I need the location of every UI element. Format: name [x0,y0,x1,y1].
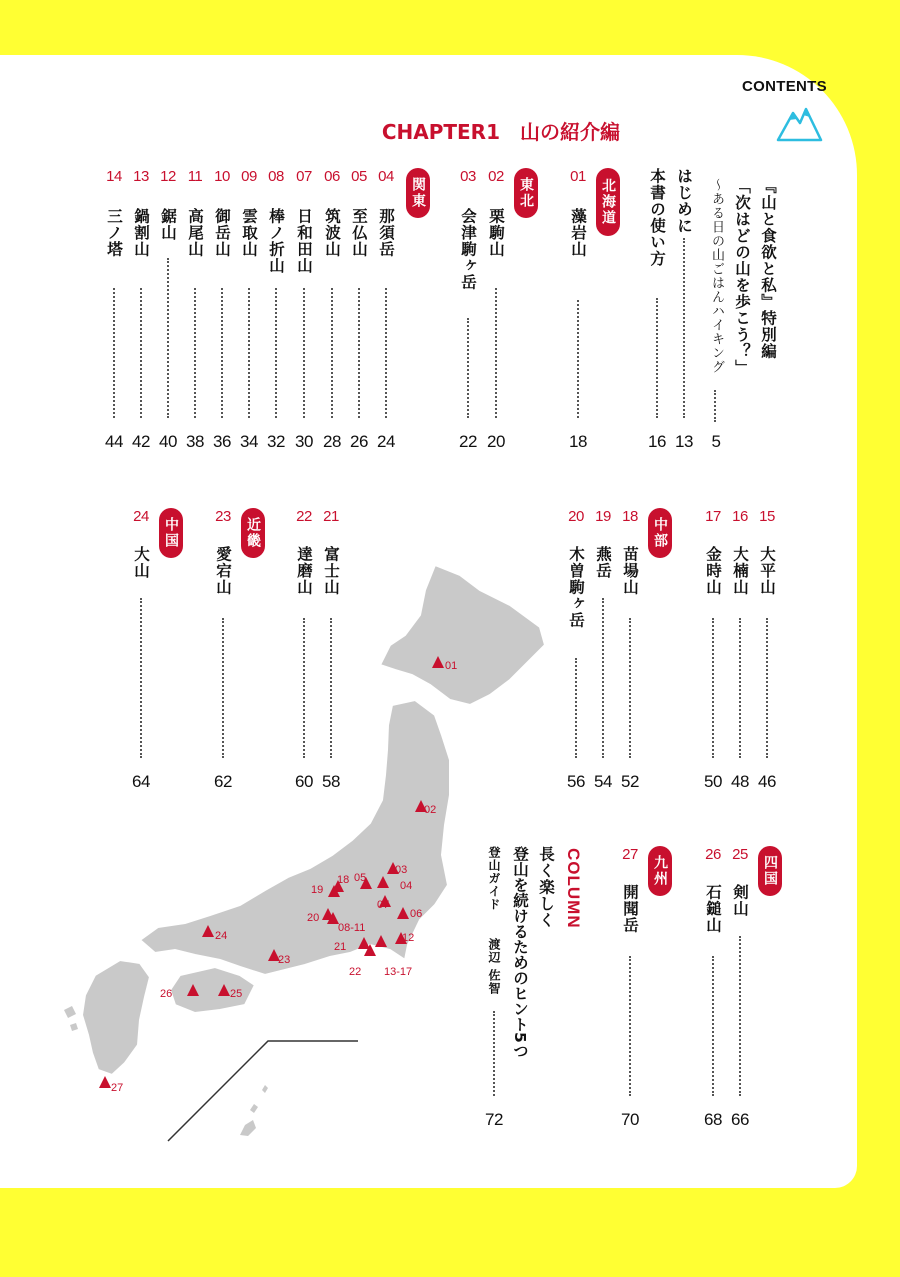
map-label: 01 [445,660,458,672]
entry-number: 19 [595,508,611,525]
region-badge-kinki: 近畿 [241,508,265,558]
entry-page: 68 [704,1110,722,1129]
entry-page: 42 [132,432,150,451]
column-title-line2: 登山を続けるためのヒント5つ [511,846,529,1059]
column-label: COLUMN [564,848,583,929]
entry-page: 56 [567,772,585,791]
leader-dots [275,288,277,418]
entry-title: 日和田山 [295,208,313,274]
region-badge-kanto: 関東 [406,168,430,218]
entry-page: 70 [621,1110,639,1129]
leader-dots [248,288,250,418]
entry-page: 46 [758,772,776,791]
entry-title: はじめに [675,168,693,234]
entry-number: 17 [705,508,721,525]
leader-dots [739,936,741,1096]
leader-dots [194,288,196,418]
entry-page: 30 [295,432,313,451]
map-label: 21 [334,941,347,953]
leader-dots [712,956,714,1096]
entry-page: 66 [731,1110,749,1129]
leader-dots [221,288,223,418]
entry-page: 26 [350,432,368,451]
entry-title: 高尾山 [186,208,204,258]
leader-dots [656,298,658,418]
entry-page: 54 [594,772,612,791]
entry-title: 達磨山 [295,546,313,596]
entry-title: 棒ノ折山 [267,208,285,274]
leader-dots [358,288,360,418]
entry-title: 至仏山 [350,208,368,258]
entry-title: 富士山 [322,546,340,596]
map-label: 27 [111,1082,124,1094]
leader-dots [331,288,333,418]
leader-dots [303,288,305,418]
entry-page: 50 [704,772,722,791]
entry-page: 60 [295,772,313,791]
entry-page: 62 [214,772,232,791]
entry-title: 燕岳 [594,546,612,579]
entry-title: 苗場山 [621,546,639,596]
entry-number: 22 [296,508,312,525]
region-badge-tohoku: 東北 [514,168,538,218]
map-label: 02 [424,804,437,816]
map-label: 05 [354,872,367,884]
entry-title: 三ノ塔 [105,208,123,258]
entry-number: 23 [215,508,231,525]
entry-page: 36 [213,432,231,451]
region-badge-chugoku: 中国 [159,508,183,558]
entry-page: 34 [240,432,258,451]
entry-number: 05 [351,168,367,185]
entry-number: 10 [214,168,230,185]
entry-number: 16 [732,508,748,525]
contents-label: CONTENTS [742,78,827,95]
entry-number: 27 [622,846,638,863]
entry-page: 22 [459,432,477,451]
entry-title: 開聞岳 [621,884,639,934]
leader-dots [714,390,716,422]
column-title-line1: 長く楽しく [537,846,555,929]
entry-number: 14 [106,168,122,185]
leader-dots [683,238,685,418]
entry-subtitle: 〜ある日の山ごはんハイキング [709,178,724,374]
kyushu-shape [82,960,150,1075]
column-author-role: 登山ガイド [487,846,501,911]
hokkaido-shape [380,565,545,705]
leader-dots [577,300,579,418]
entry-number: 13 [133,168,149,185]
leader-dots [712,618,714,758]
region-badge-shikoku: 四国 [758,846,782,896]
entry-title: 『山と食欲と私』特別編 [759,178,777,360]
map-label: 18 [337,874,350,886]
entry-number: 20 [568,508,584,525]
entry-page: 13 [675,432,693,451]
entry-number: 25 [732,846,748,863]
map-label: 24 [215,930,228,942]
map-label: 22 [349,966,362,978]
map-label: 07 [377,899,390,911]
entry-title: 大楠山 [731,546,749,596]
entry-title: 本書の使い方 [648,168,666,267]
region-badge-chubu: 中部 [648,508,672,558]
chapter-title: CHAPTER1 山の紹介編 [381,120,620,144]
entry-number: 03 [460,168,476,185]
entry-title: 大山 [132,546,150,579]
entry-page: 64 [132,772,150,791]
map-label: 04 [400,880,413,892]
column-author: 渡辺 佐智 [487,938,501,996]
map-label: 20 [307,912,320,924]
entry-title: 御岳山 [213,208,231,258]
leader-dots [629,618,631,758]
leader-dots [113,288,115,418]
entry-page: 20 [487,432,505,451]
entry-number: 26 [705,846,721,863]
entry-number: 24 [133,508,149,525]
entry-number: 21 [323,508,339,525]
entry-title: 栗駒山 [487,208,505,258]
entry-title: 鋸山 [159,208,177,241]
entry-title: 那須岳 [377,208,395,258]
leader-dots [167,258,169,418]
leader-dots [629,956,631,1096]
entry-page: 44 [105,432,123,451]
region-badge-kyushu: 九州 [648,846,672,896]
entry-title: 石鎚山 [704,884,722,934]
region-badge-hokkaido: 北海道 [596,168,620,236]
entry-page: 72 [485,1110,503,1129]
entry-page: 38 [186,432,204,451]
entry-page: 16 [648,432,666,451]
entry-number: 11 [187,168,203,185]
leader-dots [766,618,768,758]
entry-number: 07 [296,168,312,185]
entry-title: 金時山 [704,546,722,596]
entry-title: 鍋割山 [132,208,150,258]
mountain-marker-27 [99,1076,111,1088]
entry-number: 04 [378,168,394,185]
japan-map [40,565,560,1165]
entry-page: 18 [569,432,587,451]
entry-number: 18 [622,508,638,525]
map-label: 23 [278,954,291,966]
entry-page: 40 [159,432,177,451]
entry-title: 大平山 [758,546,776,596]
map-label: 03 [395,864,408,876]
shikoku-shape [170,967,255,1013]
map-label: 12 [402,932,415,944]
entry-title: 木曽駒ヶ岳 [567,546,585,629]
map-label: 06 [410,908,423,920]
entry-page: 24 [377,432,395,451]
entry-title: 愛宕山 [214,546,232,596]
map-label: 13-17 [384,966,413,978]
entry-number: 02 [488,168,504,185]
entry-title: 藻岩山 [569,208,587,258]
map-label: 25 [230,988,243,1000]
entry-page: 28 [323,432,341,451]
leader-dots [495,288,497,418]
leader-dots [385,288,387,418]
entry-page: 58 [322,772,340,791]
entry-title: 筑波山 [323,208,341,258]
entry-number: 15 [759,508,775,525]
leader-dots [140,288,142,418]
entry-title: 会津駒ヶ岳 [459,208,477,291]
leader-dots [575,658,577,758]
leader-dots [467,318,469,418]
entry-number: 01 [570,168,586,185]
entry-page: 32 [267,432,285,451]
map-label: 19 [311,884,324,896]
map-label: 08-11 [338,922,366,934]
entry-number: 08 [268,168,284,185]
entry-number: 09 [241,168,257,185]
leader-dots [602,598,604,758]
entry-title: 雲取山 [240,208,258,258]
leader-dots [739,618,741,758]
entry-title-line2: 「次はどの山を歩こう？」 [733,178,751,376]
entry-page: 48 [731,772,749,791]
entry-title: 剣山 [731,884,749,917]
mountain-icon [775,103,823,143]
entry-page: 5 [711,432,721,451]
entry-number: 12 [160,168,176,185]
map-label: 26 [160,988,173,1000]
entry-page: 52 [621,772,639,791]
entry-number: 06 [324,168,340,185]
